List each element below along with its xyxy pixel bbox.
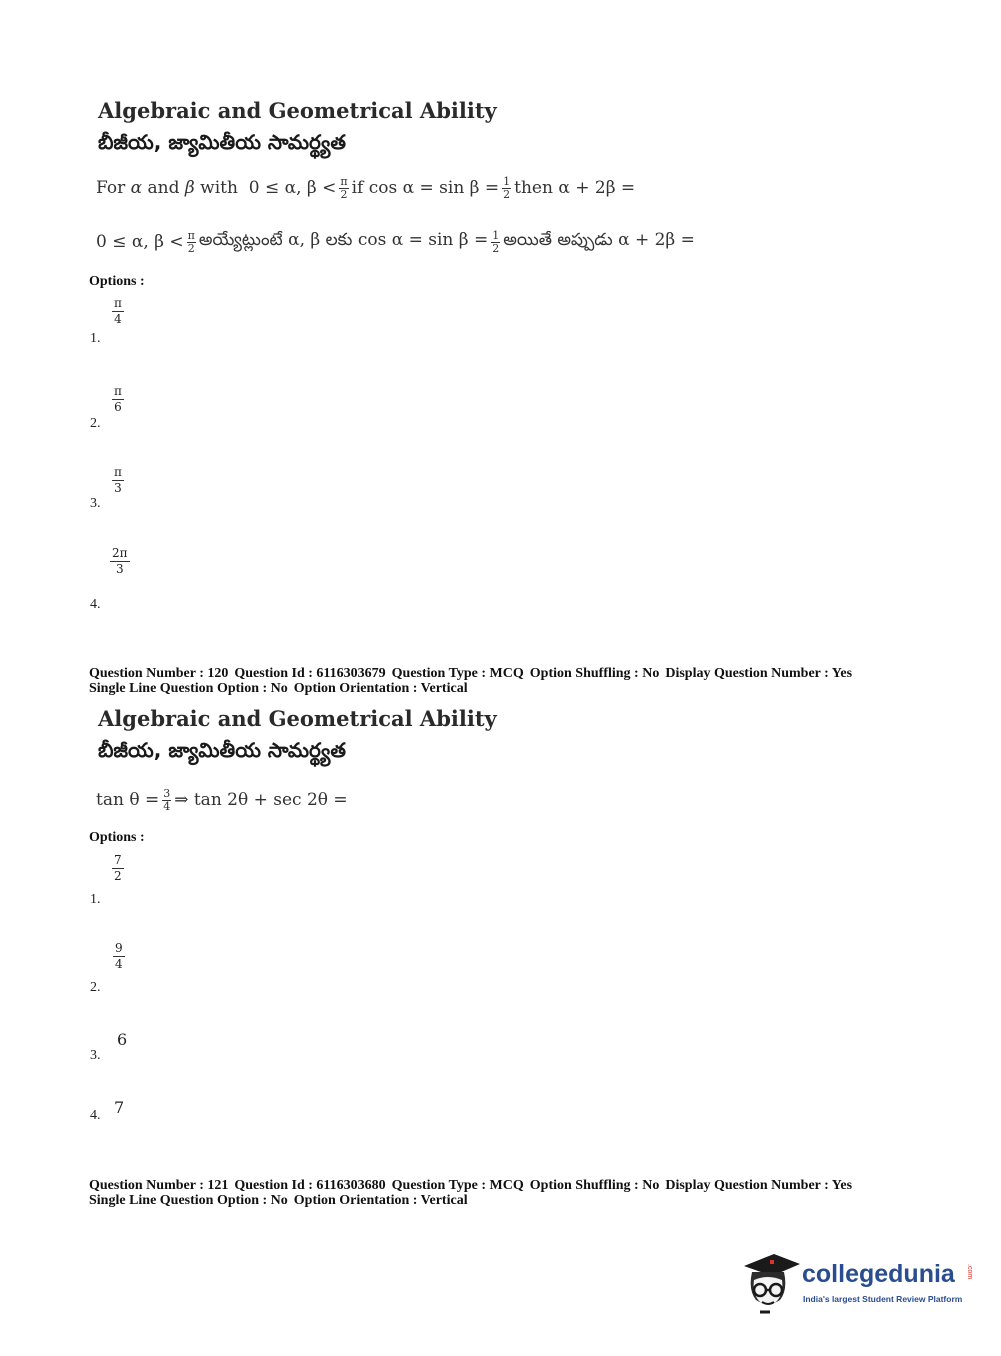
option-4-number: 4. [90,597,101,612]
brand-dotcom: .com [966,1264,973,1280]
option-3-number: 3. [90,496,101,511]
question-meta-121: Question Number : 121 Question Id : 6116303680 Question Type : MCQ Option Shuffling : No Display Question Number : Yes Single Line Question Option : No Option Orientation : Vertical [89,1178,853,1208]
section-title-telugu: బీజీయ, జ్యామితీయ సామర్థ్యత [98,738,346,762]
option-3-value: $\frac{\pi}{3}$ [114,465,122,495]
fraction: $\frac{1}{2}$ [492,228,500,255]
option-1-number: 1. [90,892,101,907]
question-text-telugu: 0 ≤ α, β < $\frac{\pi}{2}$ అయ్యేట్లుంటే α, β లకు cos α = sin β = $\frac{1}{2}$ అయితే అప్పుడు α + 2β = [96,228,695,255]
option-3-number: 3. [90,1048,101,1063]
question-meta-120: Question Number : 120 Question Id : 6116303679 Question Type : MCQ Option Shuffling : No Display Question Number : Yes Single Line Question Option : No Option Orientation : Vertical [89,666,853,696]
fraction: $\frac{3}{4}$ [163,786,171,813]
collegedunia-logo[interactable] [740,1248,975,1320]
section-title: Algebraic and Geometrical Ability [98,706,497,731]
option-4-value: $\frac{2\pi}{3}$ [112,546,128,576]
option-4-number: 4. [90,1108,101,1123]
option-2-value: $\frac{9}{4}$ [115,941,123,971]
brand-tagline: India's largest Student Review Platform [803,1294,963,1304]
question-text-english: For α and β with 0 ≤ α, β < $\frac{\pi}{2}$ if cos α = sin β = $\frac{1}{2}$ then α + 2β = [96,174,636,201]
fraction: $\frac{\pi}{2}$ [340,174,348,201]
question-text: tan θ = $\frac{3}{4}$ ⇒ tan 2θ + sec 2θ = [96,786,348,813]
options-label: Options : [89,830,145,845]
option-2-value: $\frac{\pi}{6}$ [114,384,122,414]
option-1-number: 1. [90,331,101,346]
brand-name: collegedunia [802,1260,955,1288]
fraction: $\frac{1}{2}$ [503,174,511,201]
fraction: $\frac{\pi}{2}$ [187,228,195,255]
option-3-value: 6 [117,1030,128,1049]
option-4-value: 7 [114,1098,125,1117]
section-title: Algebraic and Geometrical Ability [98,98,497,123]
option-2-number: 2. [90,980,101,995]
mascot-icon [740,1250,802,1316]
section-title-telugu: బీజీయ, జ్యామితీయ సామర్థ్యత [98,130,346,154]
option-2-number: 2. [90,416,101,431]
option-1-value: $\frac{7}{2}$ [114,853,122,883]
options-label: Options : [89,274,145,289]
option-1-value: $\frac{\pi}{4}$ [114,296,122,326]
